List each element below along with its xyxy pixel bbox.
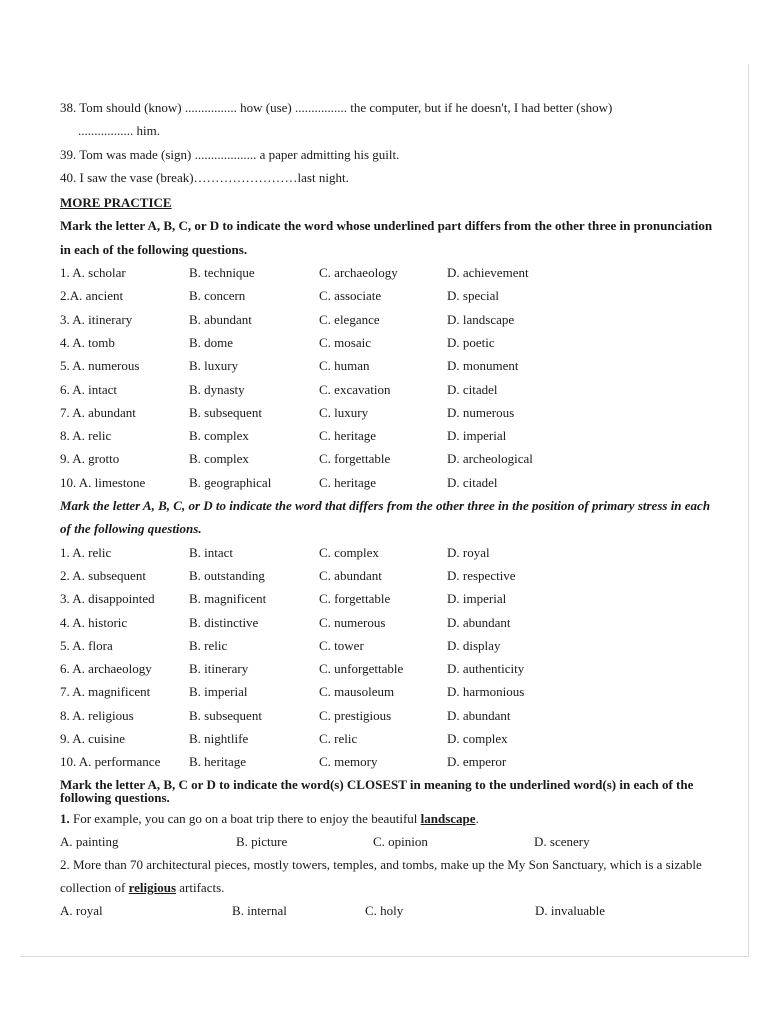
part2-q2-option-b: B. outstanding [189, 567, 265, 583]
part2-q4-option-c: C. numerous [319, 614, 386, 630]
part2-q8-option-b: B. subsequent [189, 707, 262, 723]
part2-q8-option-c: C. prestigious [319, 707, 392, 723]
part2-row-10 [60, 750, 720, 773]
part1-q2-option-d: D. special [447, 288, 499, 304]
part3-q1-option-a: A. painting [60, 833, 119, 849]
part1-q3-option-c: C. elegance [319, 311, 380, 327]
part3-q1-option-b: B. picture [236, 833, 288, 849]
part1-q7-option-a: 7. A. abundant [60, 404, 136, 420]
part1-q1-option-d: D. achievement [447, 265, 529, 281]
question-40: 40. I saw the vase (break)……………………last night. [60, 169, 349, 185]
part2-q5-option-b: B. relic [189, 637, 228, 653]
part1-q8-option-a: 8. A. relic [60, 428, 112, 444]
part1-q5-option-b: B. luxury [189, 358, 239, 374]
part2-q9-option-a: 9. A. cuisine [60, 731, 125, 747]
part2-q6-option-a: 6. A. archaeology [60, 661, 152, 677]
part2-q1-option-b: B. intact [189, 544, 234, 560]
part1-row-7 [60, 401, 720, 424]
part2-q2-option-d: D. respective [447, 567, 516, 583]
part1-q9-option-b: B. complex [189, 451, 249, 467]
part2-q9-option-b: B. nightlife [189, 731, 249, 747]
part2-row-2 [60, 564, 720, 587]
part1-q4-option-c: C. mosaic [319, 334, 371, 350]
part1-q2-option-b: B. concern [189, 288, 246, 304]
part1-row-5 [60, 354, 720, 377]
part3-q2-option-c: C. holy [365, 902, 404, 918]
part3-q2-option-a: A. royal [60, 902, 103, 918]
part1-row-4 [60, 331, 720, 354]
part3-q1-number: 1. [60, 810, 70, 826]
part2-q8-option-a: 8. A. religious [60, 707, 134, 723]
part2-q3-option-c: C. forgettable [319, 591, 391, 607]
part1-q4-option-a: 4. A. tomb [60, 334, 115, 350]
part1-q5-option-a: 5. A. numerous [60, 358, 140, 374]
part3-q1-underlined: landscape [420, 810, 476, 826]
part1-q7-option-b: B. subsequent [189, 404, 262, 420]
part3-q2-options [60, 899, 720, 922]
part3-instruction: Mark the letter A, B, C or D to indicate the word(s) CLOSEST in meaning to the underlined word(s) in each of the following questions. [60, 776, 694, 805]
part2-q2-option-a: 2. A. subsequent [60, 567, 146, 583]
part2-q7-option-c: C. mausoleum [319, 684, 395, 700]
part1-instruction: Mark the letter A, B, C, or D to indicate the word whose underlined part differs from the other three in pronunciation in each of the following questions. [60, 218, 713, 257]
part1-q3-option-d: D. landscape [447, 311, 515, 327]
part1-q2-option-c: C. associate [319, 288, 382, 304]
part1-row-9 [60, 447, 720, 470]
part2-q7-option-a: 7. A. magnificent [60, 684, 151, 700]
part3-question-2 [60, 853, 720, 899]
part1-q10-option-d: D. citadel [447, 474, 498, 490]
part3-q1-option-d: D. scenery [534, 833, 590, 849]
part1-q4-option-d: D. poetic [447, 334, 495, 350]
part2-q10-option-d: D. emperor [447, 754, 507, 770]
part2-q10-option-a: 10. A. performance [60, 754, 161, 770]
part3-q2-text: 2. More than 70 architectural pieces, mostly towers, temples, and tombs, make up the My Son Sanctuary, which is a sizable collection of [60, 856, 702, 895]
part1-q6-option-d: D. citadel [447, 381, 498, 397]
part2-q8-option-d: D. abundant [447, 707, 511, 723]
part1-row-2 [60, 284, 720, 307]
section-heading: MORE PRACTICE [60, 195, 172, 211]
part2-table [60, 541, 720, 774]
part2-q5-option-c: C. tower [319, 637, 364, 653]
part1-q9-option-a: 9. A. grotto [60, 451, 120, 467]
part3-q1-options [60, 830, 720, 853]
part2-q5-option-d: D. display [447, 637, 501, 653]
part1-q8-option-d: D. imperial [447, 428, 507, 444]
part2-q10-option-b: B. heritage [189, 754, 247, 770]
part1-q6-option-c: C. excavation [319, 381, 391, 397]
part3-q2-option-d: D. invaluable [535, 902, 606, 918]
part1-q7-option-c: C. luxury [319, 404, 369, 420]
part1-row-1 [60, 261, 720, 284]
part2-row-6 [60, 657, 720, 680]
part2-q10-option-c: C. memory [319, 754, 378, 770]
part2-q6-option-c: C. unforgettable [319, 661, 404, 677]
part2-q7-option-d: D. harmonious [447, 684, 525, 700]
part2-row-8 [60, 704, 720, 727]
part2-q9-option-d: D. complex [447, 731, 508, 747]
part1-row-10 [60, 471, 720, 494]
part2-q1-option-a: 1. A. relic [60, 544, 112, 560]
part1-q1-option-b: B. technique [189, 265, 255, 281]
part3-q2-underlined: religious [128, 879, 177, 895]
part1-q1-option-c: C. archaeology [319, 265, 398, 281]
part3-question-1 [60, 807, 720, 830]
part1-row-6 [60, 378, 720, 401]
part2-q4-option-d: D. abundant [447, 614, 511, 630]
part1-row-3 [60, 308, 720, 331]
part1-q10-option-b: B. geographical [189, 474, 272, 490]
part2-q7-option-b: B. imperial [189, 684, 248, 700]
part1-table [60, 261, 720, 494]
part3-q2-end: artifacts. [176, 879, 225, 895]
part1-q2-option-a: 2.A. ancient [60, 288, 124, 304]
part3-q1-end: . [475, 810, 479, 826]
part2-q9-option-c: C. relic [319, 731, 358, 747]
part2-q4-option-b: B. distinctive [189, 614, 259, 630]
part2-q1-option-c: C. complex [319, 544, 379, 560]
part1-q8-option-c: C. heritage [319, 428, 377, 444]
part1-q9-option-c: C. forgettable [319, 451, 391, 467]
part2-q6-option-d: D. authenticity [447, 661, 525, 677]
part1-q6-option-b: B. dynasty [189, 381, 245, 397]
part1-q7-option-d: D. numerous [447, 404, 515, 420]
part2-q6-option-b: B. itinerary [189, 661, 249, 677]
part1-q8-option-b: B. complex [189, 428, 249, 444]
part3-q1-text: For example, you can go on a boat trip there to enjoy the beautiful [69, 810, 421, 826]
part2-q1-option-d: D. royal [447, 544, 490, 560]
question-39: 39. Tom was made (sign) ................... a paper admitting his guilt. [60, 146, 400, 162]
part2-row-5 [60, 634, 720, 657]
question-38-line1: 38. Tom should (know) ................ how (use) ................ the computer, but if he doesn't, I had better (show) [60, 100, 613, 115]
question-38-line2: ................. him. [78, 123, 160, 139]
part3-q1-option-c: C. opinion [373, 833, 428, 849]
part1-row-8 [60, 424, 720, 447]
part2-q3-option-d: D. imperial [447, 591, 507, 607]
part2-q3-option-a: 3. A. disappointed [60, 591, 155, 607]
part1-q3-option-a: 3. A. itinerary [60, 311, 133, 327]
part1-q3-option-b: B. abundant [189, 311, 252, 327]
part2-q5-option-a: 5. A. flora [60, 637, 113, 653]
part1-q5-option-c: C. human [319, 358, 370, 374]
part1-q9-option-d: D. archeological [447, 451, 533, 467]
part1-q10-option-a: 10. A. limestone [60, 474, 146, 490]
part1-q5-option-d: D. monument [447, 358, 519, 374]
part2-row-1 [60, 541, 720, 564]
worksheet-content [60, 96, 720, 922]
part2-row-4 [60, 611, 720, 634]
part3-q2-option-b: B. internal [232, 902, 287, 918]
part1-q6-option-a: 6. A. intact [60, 381, 118, 397]
part2-q2-option-c: C. abundant [319, 567, 382, 583]
part2-row-9 [60, 727, 720, 750]
part1-q10-option-c: C. heritage [319, 474, 377, 490]
part2-q3-option-b: B. magnificent [189, 591, 267, 607]
part2-row-3 [60, 587, 720, 610]
part1-q1-option-a: 1. A. scholar [60, 265, 126, 281]
part2-row-7 [60, 680, 720, 703]
part2-instruction: Mark the letter A, B, C, or D to indicate the word that differs from the other three in the position of primary stress in each of the following questions. [60, 498, 711, 537]
part1-q4-option-b: B. dome [189, 334, 234, 350]
part2-q4-option-a: 4. A. historic [60, 614, 128, 630]
